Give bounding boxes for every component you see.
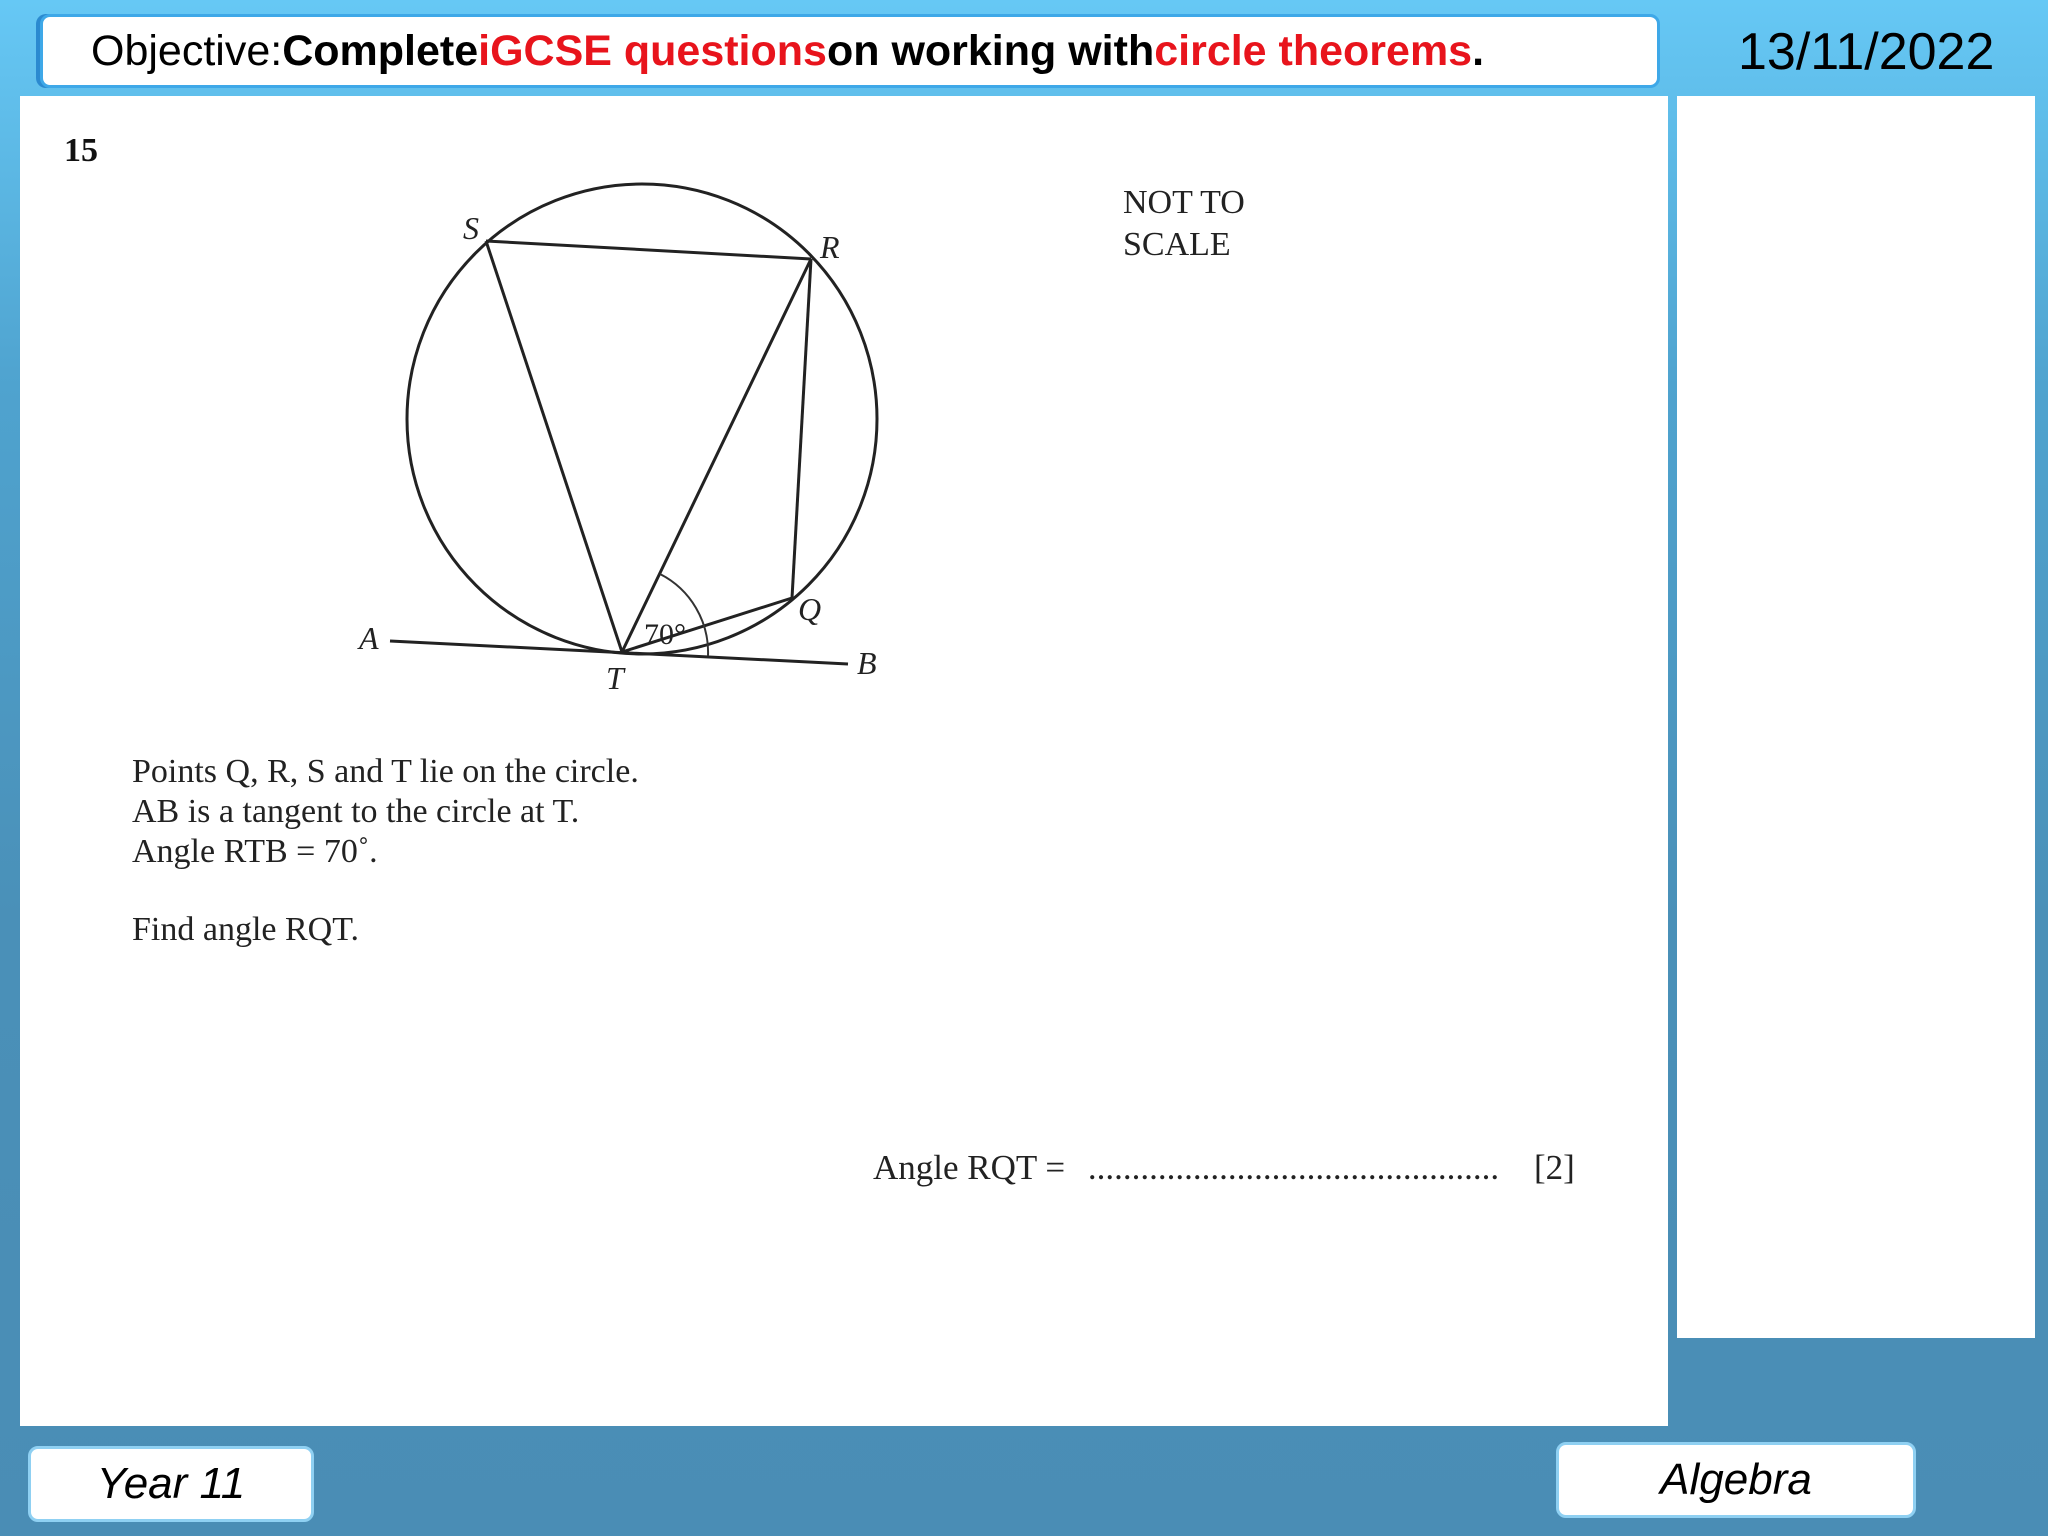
angle-label: 70° — [644, 618, 686, 651]
note-line-1: NOT TO — [1123, 184, 1245, 221]
marks-label: [2] — [1534, 1148, 1575, 1187]
question-text — [132, 752, 639, 950]
year-label: Year 11 — [96, 1459, 246, 1508]
question-number: 15 — [64, 132, 98, 169]
date-label: 13/11/2022 — [1738, 23, 1995, 81]
chord-s-r — [486, 241, 811, 259]
question-panel — [20, 96, 1668, 1426]
objective-prefix: Objective: — [91, 26, 283, 75]
objective-highlight-1: iGCSE questions — [478, 26, 827, 75]
chord-r-t — [622, 259, 811, 652]
circle — [407, 184, 877, 654]
label-b: B — [857, 645, 877, 681]
topic-badge — [1556, 1442, 1916, 1518]
side-panel — [1677, 96, 2035, 1338]
objective-banner — [40, 14, 1660, 88]
objective-highlight-2: circle theorems — [1154, 26, 1473, 75]
question-line-2: AB is a tangent to the circle at T. — [132, 793, 580, 830]
objective-text-1: Complete — [282, 26, 479, 75]
not-to-scale-note — [1123, 182, 1245, 266]
circle-diagram — [20, 96, 1668, 816]
year-badge — [28, 1446, 314, 1522]
label-t: T — [606, 660, 624, 696]
topic-label: Algebra — [1660, 1455, 1812, 1504]
question-line-4: Find angle RQT. — [132, 911, 359, 948]
chord-s-t — [486, 241, 622, 652]
answer-label: Angle RQT = — [873, 1148, 1066, 1187]
label-r: R — [820, 229, 840, 265]
objective-end: . — [1472, 26, 1485, 75]
note-line-2: SCALE — [1123, 226, 1231, 263]
question-line-3: Angle RTB = 70˚. — [132, 833, 378, 870]
label-q: Q — [798, 591, 822, 627]
answer-blank[interactable]: ............................................... — [1087, 1148, 1500, 1187]
chord-r-q — [792, 259, 811, 598]
objective-text-2: on working with — [826, 26, 1155, 75]
question-line-1: Points Q, R, S and T lie on the circle. — [132, 753, 639, 790]
answer-line — [873, 1148, 1499, 1188]
label-s: S — [463, 210, 479, 246]
label-a: A — [359, 620, 379, 656]
